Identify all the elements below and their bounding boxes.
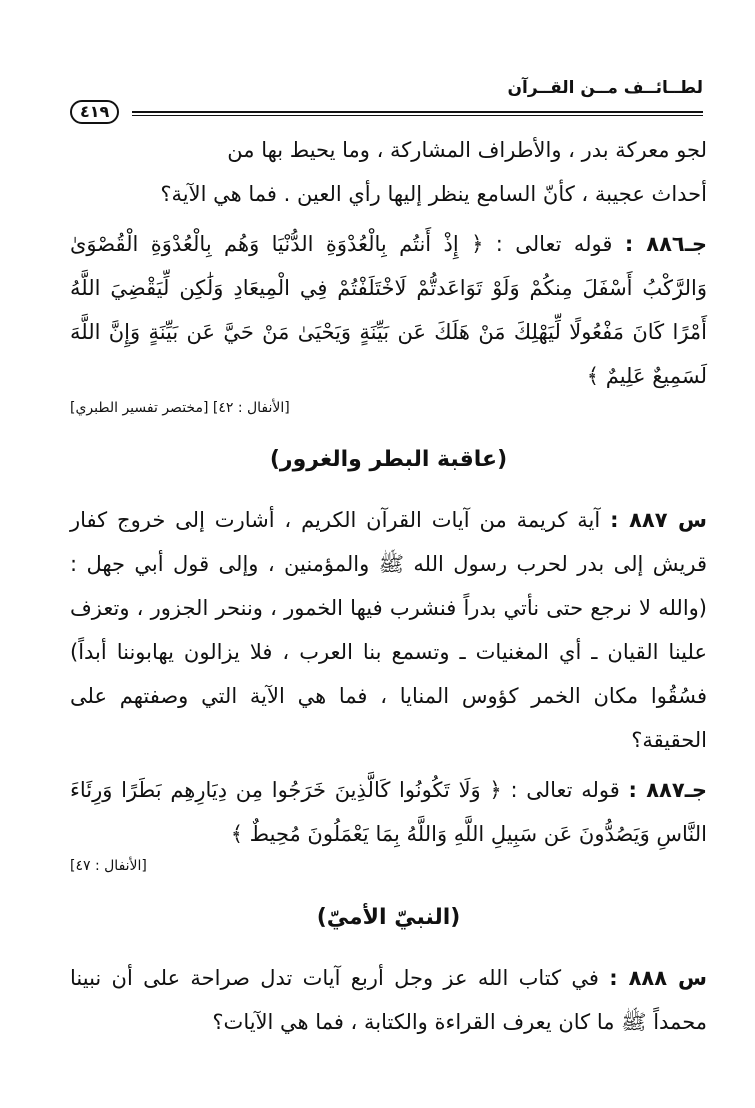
intro-line-1: لجو معركة بدر ، والأطراف المشاركة ، وما يحيط بها من <box>227 138 707 162</box>
answer-887-source: [الأنفال : ٤٧] <box>70 858 147 874</box>
header-rule <box>132 111 703 116</box>
answer-886-source: [الأنفال : ٤٢] [مختصر تفسير الطبري] <box>70 400 290 416</box>
answer-887 <box>70 768 707 856</box>
running-title: لطــائــف مــن القــرآن <box>507 78 703 98</box>
question-887-text: آية كريمة من آيات القرآن الكريم ، أشارت إلى خروج كفار قريش إلى بدر لحرب رسول الله ﷺ والمؤمنين ، وإلى قول أبي جهل : (والله لا نرجع حتى نأتي بدراً فنشرب فيها الخمور ، وننحر الجزور ، وتعزف علينا القيان ـ أي المغنيات ـ وتسمع بنا العرب ، فلا يزالون يهابوننا أبداً) فسُقُوا مكان الخمر كؤوس المنايا ، فما هي الآية التي وصفتهم على الحقيقة؟ <box>70 508 707 752</box>
answer-886 <box>70 222 707 398</box>
intro-paragraph <box>70 128 707 216</box>
page-number: ٤١٩ <box>70 100 119 124</box>
section-title-unlettered-prophet: (النبيّ الأميّ) <box>316 905 461 930</box>
section-title-arrogance: (عاقبة البطر والغرور) <box>269 447 508 472</box>
answer-887-label: جـ٨٨٧ : <box>628 778 707 802</box>
answer-887-verse: ﴿ وَلَا تَكُونُوا كَالَّذِينَ خَرَجُوا مِن دِيَارِهِم بَطَرًا وَرِئَاءَ النَّاسِ وَيَصُدُّونَ عَن سَبِيلِ اللَّهِ وَاللَّهُ بِمَا يَعْمَلُونَ مُحِيطٌ ﴾ <box>70 778 707 846</box>
intro-line-2: أحداث عجيبة ، كأنّ السامع ينظر إليها رأي العين . فما هي الآية؟ <box>160 182 707 206</box>
question-887-label: س ٨٨٧ : <box>610 508 708 532</box>
page-content <box>70 128 707 1044</box>
question-887 <box>70 498 707 762</box>
answer-887-lead: قوله تعالى : <box>510 778 620 802</box>
answer-886-lead: قوله تعالى : <box>495 232 613 256</box>
page-header <box>70 78 703 122</box>
question-888-text: في كتاب الله عز وجل أربع آيات تدل صراحة على أن نبينا محمداً ﷺ ما كان يعرف القراءة والكتابة ، فما هي الآيات؟ <box>70 966 707 1034</box>
answer-886-label: جـ٨٨٦ : <box>624 232 708 256</box>
question-888-label: س ٨٨٨ : <box>609 966 707 990</box>
answer-886-verse: ﴿ إِذْ أَنتُم بِالْعُدْوَةِ الدُّنْيَا وَهُم بِالْعُدْوَةِ الْقُصْوَىٰ وَالرَّكْبُ أَسْفَلَ مِنكُمْ وَلَوْ تَوَاعَدتُّمْ لَاخْتَلَفْتُمْ فِي الْمِيعَادِ وَلَٰكِن لِّيَقْضِيَ اللَّهُ أَمْرًا كَانَ مَفْعُولًا لِّيَهْلِكَ مَنْ هَلَكَ عَن بَيِّنَةٍ وَيَحْيَىٰ مَنْ حَيَّ عَن بَيِّنَةٍ وَإِنَّ اللَّهَ لَسَمِيعٌ عَلِيمٌ ﴾ <box>70 232 707 388</box>
question-888 <box>70 956 707 1044</box>
